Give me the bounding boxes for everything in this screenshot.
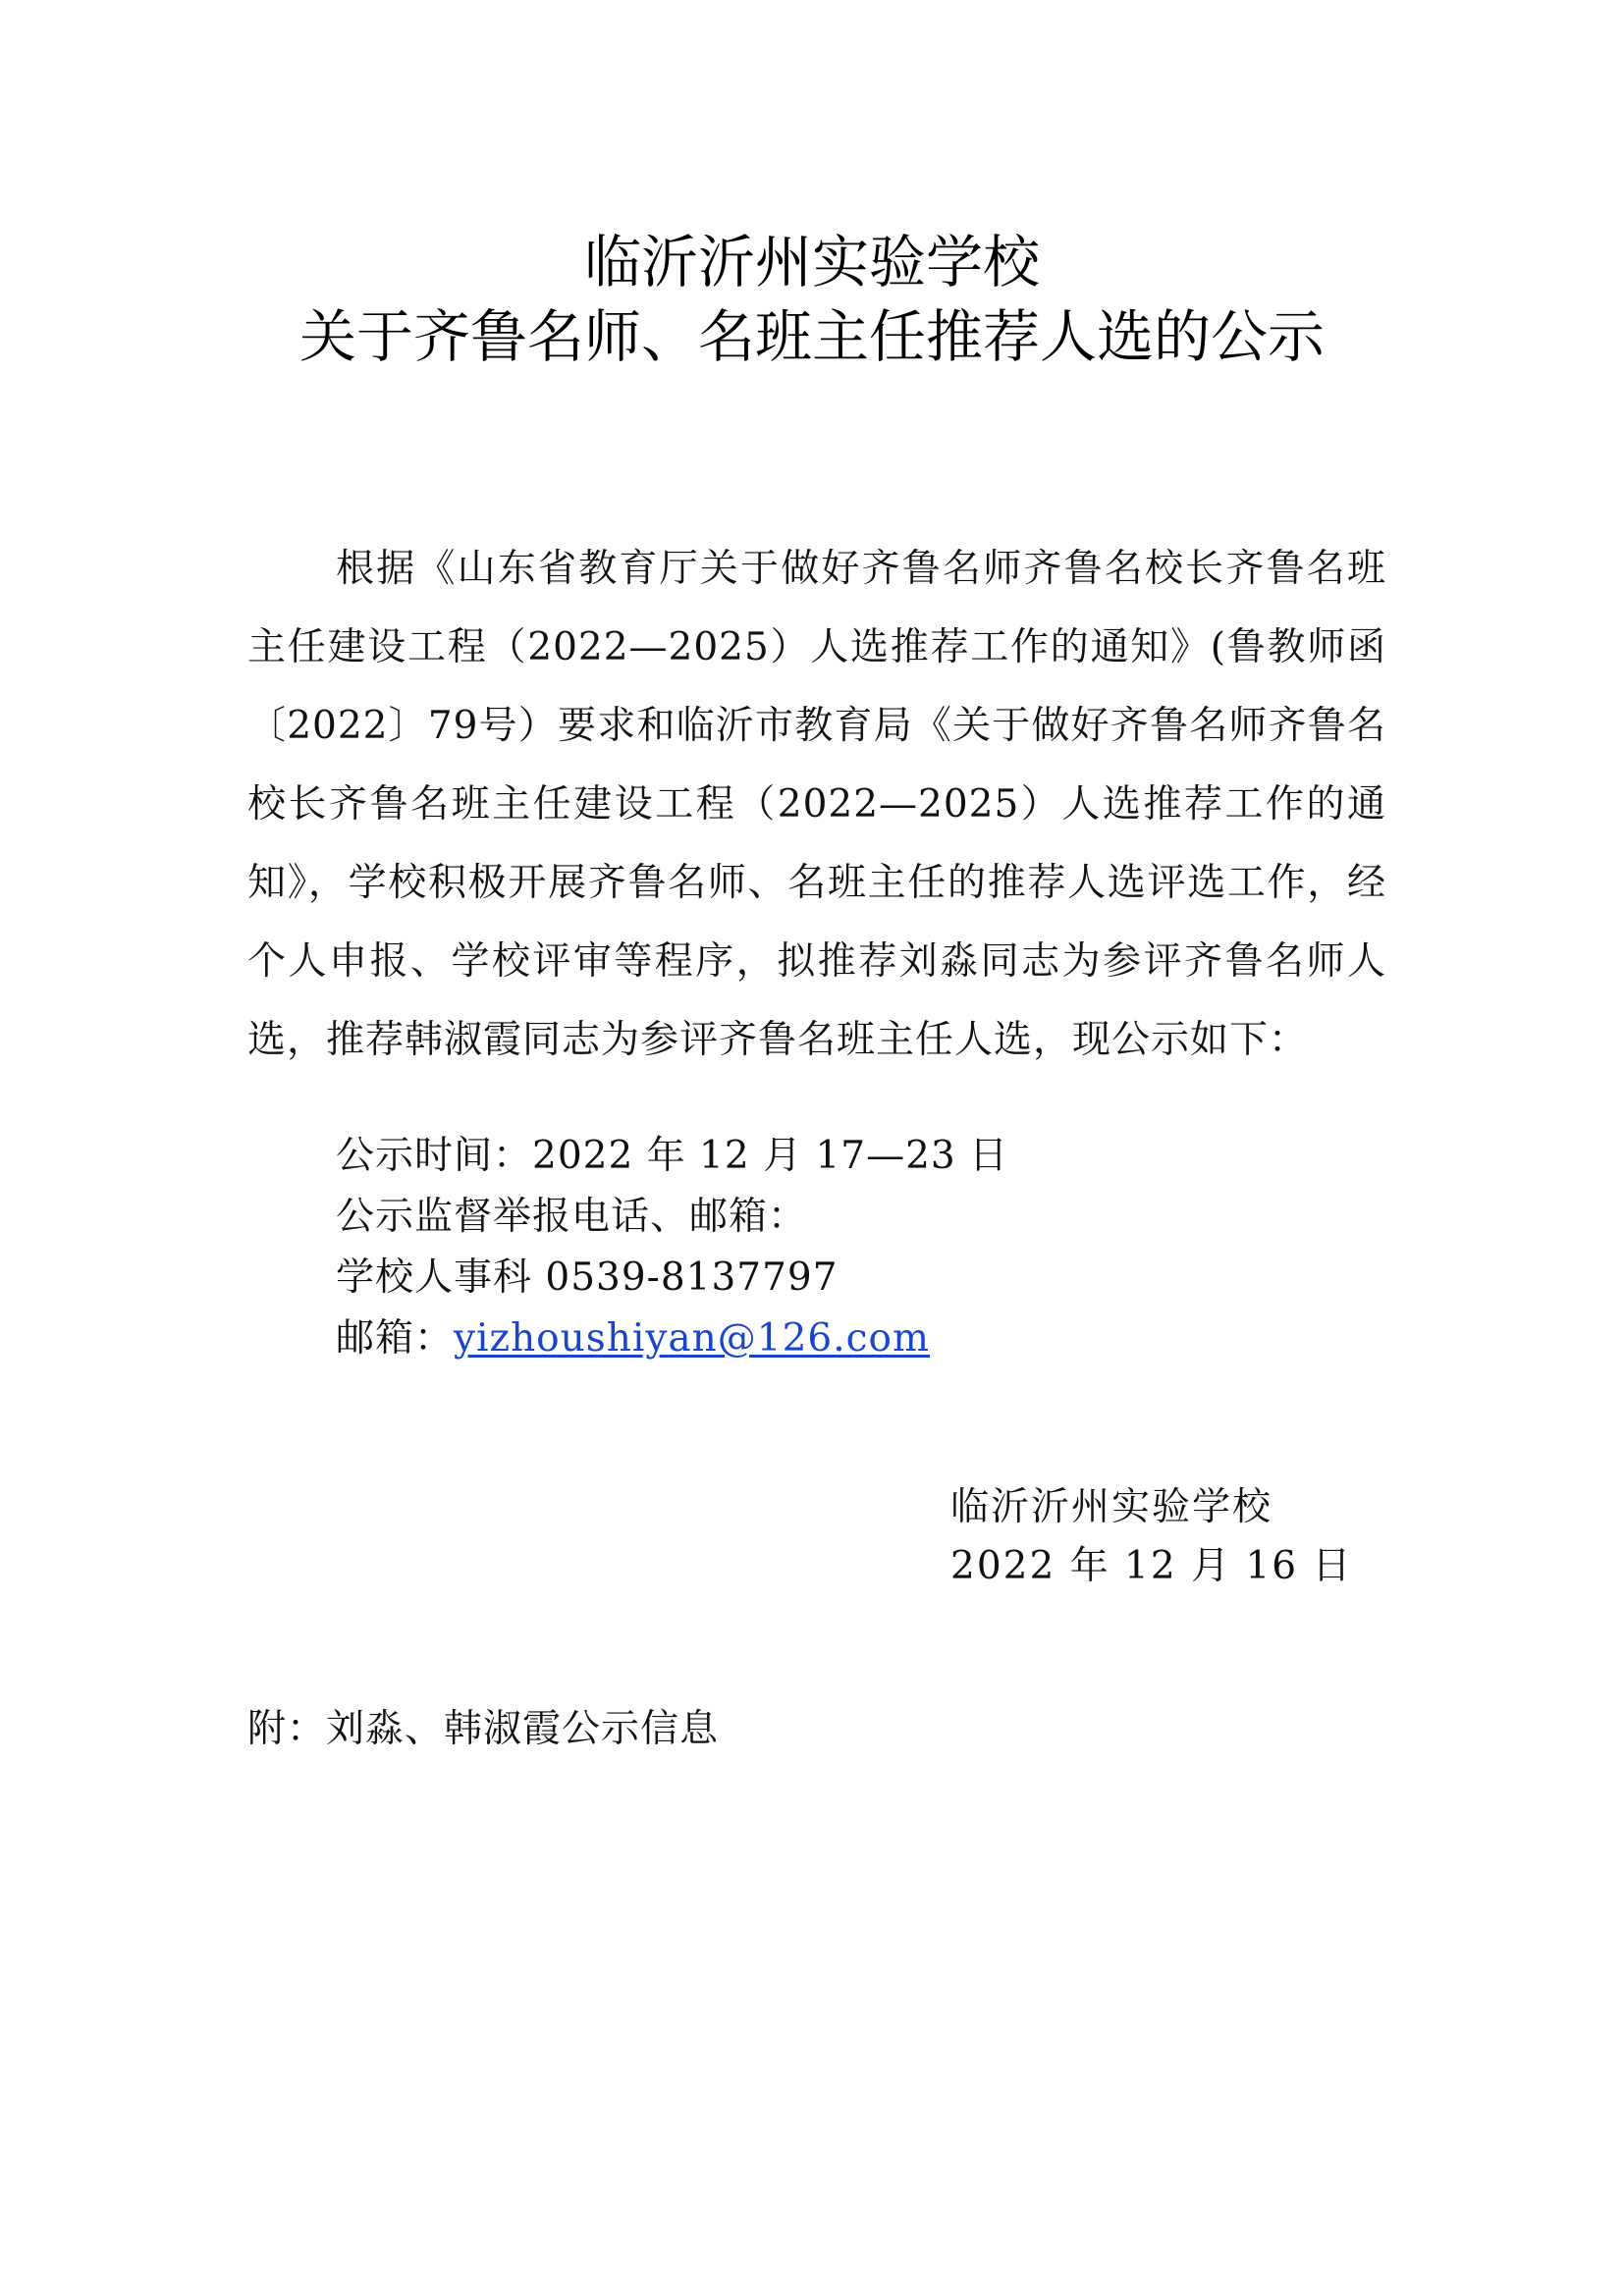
phone-line: 学校人事科 0539-8137797 bbox=[336, 1255, 839, 1300]
supervision-label: 公示监督举报电话、邮箱： bbox=[336, 1195, 808, 1239]
signature-organization: 临沂沂州实验学校 bbox=[950, 1485, 1273, 1529]
email-line bbox=[336, 1309, 930, 1368]
signature-date: 2022 年 12 月 16 日 bbox=[950, 1544, 1353, 1588]
document-title-line2: 关于齐鲁名师、名班主任推荐人选的公示 bbox=[298, 303, 1325, 370]
document-title-line1: 临沂沂州实验学校 bbox=[583, 229, 1040, 295]
notice-time: 公示时间：2022 年 12 月 17—23 日 bbox=[336, 1134, 1009, 1178]
attachment-note: 附：刘淼、韩淑霞公示信息 bbox=[247, 1707, 720, 1751]
body-paragraph: 根据《山东省教育厅关于做好齐鲁名师齐鲁名校长齐鲁名班主任建设工程（2022—2025）人选推荐工作的通知》(鲁教师函〔2022〕79号）要求和临沂市教育局《关于做好齐鲁名师齐鲁名校长齐鲁名班主任建设工程（2022—2025）人选推荐工作的通知》，学校积极开展齐鲁名师、名班主任的推荐人选评选工作，经个人申报、学校评审等程序，拟推荐刘淼同志为参评齐鲁名师人选，推荐韩淑霞同志为参评齐鲁名班主任人选，现公示如下： bbox=[247, 547, 1386, 1062]
email-link[interactable]: yizhoushiyan@126.com bbox=[454, 1316, 930, 1361]
email-label: 邮箱： bbox=[336, 1316, 455, 1361]
